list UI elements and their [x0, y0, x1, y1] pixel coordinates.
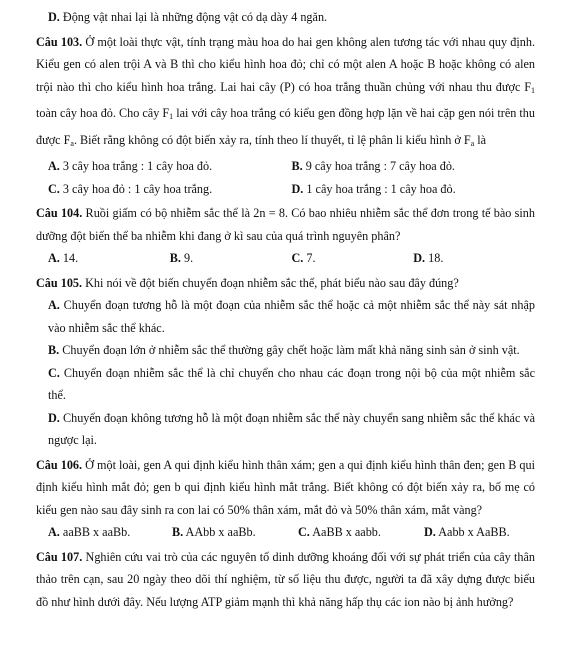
question-103-stem: Câu 103. Ở một loài thực vật, tính trạng màu hoa do hai gen không alen tương tác với nhau quy định. Kiểu gen có alen trội A và B thì cho kiểu hình hoa đỏ; chỉ có một alen A hoặc B hoặc không có alen trội nào thì cho kiểu hình hoa trắng. Lai hai cây (P) có hoa trắng thuần chủng với nhau thu được $F_1$ toàn cây hoa đỏ. Cho cây $F_1$ lai với cây hoa trắng có kiểu gen đồng hợp lặn về hai cặp gen nói trên thu được $F_a$. Biết rằng không có đột biến xảy ra, tính theo lí thuyết, tỉ lệ phân li kiểu hình ở $F_a$ là	[36, 34, 535, 148]
question-106-stem: Câu 106. Ở một loài, gen A qui định kiểu hình thân xám; gen a qui định kiểu hình thân đen; gen B qui định kiểu hình mắt đỏ; gen b qui định kiểu hình mắt trắng. Biết không có đột biến xảy ra, bố mẹ có kiểu gen nào sau đây sinh ra con lai có 50% thân xám, mắt đỏ và 50% thân xám, mắt vàng?	[36, 457, 535, 517]
previous-option-d: D. Động vật nhai lại là những động vật có dạ dày 4 ngăn.	[48, 10, 328, 24]
question-105	[36, 272, 535, 452]
option-a: A. aaBB x aaBb.	[48, 525, 131, 539]
question-104	[36, 202, 535, 270]
option-b: B. 9 cây hoa trắng : 7 cây hoa đỏ.	[291, 159, 455, 173]
option-d: D. 1 cây hoa trắng : 1 cây hoa đỏ.	[291, 181, 456, 196]
option-c: C. 3 cây hoa đỏ : 1 cây hoa trắng.	[48, 181, 213, 196]
option-c: C. Chuyển đoạn nhiễm sắc thể là chỉ chuyển cho nhau các đoạn trong nội bộ của một nhiễm sắc thể.	[48, 365, 535, 402]
question-103-options-row-2	[36, 178, 535, 201]
option-b: B. Chuyển đoạn lớn ở nhiễm sắc thể thường gây chết hoặc làm mất khả năng sinh sản ở sinh vật.	[48, 343, 520, 357]
question-103-options-row-1	[36, 155, 535, 178]
option-d: D. Chuyển đoạn không tương hỗ là một đoạn nhiễm sắc thể này chuyển sang nhiễm sắc thể khác và ngược lại.	[48, 410, 535, 447]
option-a: A. 3 cây hoa trắng : 1 cây hoa đỏ.	[48, 159, 213, 173]
question-106	[36, 454, 535, 544]
option-d: D. Aabb x AaBB.	[424, 525, 510, 539]
option-b: B. AAbb x aaBb.	[172, 525, 256, 539]
question-106-options	[36, 521, 535, 544]
question-104-options	[36, 247, 535, 270]
option-c: C. AaBB x aabb.	[298, 525, 381, 539]
question-107	[36, 546, 535, 614]
option-c: C. 7.	[291, 251, 316, 265]
question-105-stem: Câu 105. Khi nói về đột biến chuyển đoạn nhiễm sắc thể, phát biểu nào sau đây đúng?	[36, 275, 459, 290]
question-104-stem: Câu 104. Ruồi giấm có bộ nhiễm sắc thể là 2n = 8. Có bao nhiêu nhiễm sắc thể đơn trong tế bào sinh dưỡng đột biến thể ba nhiễm khi đang ở kì sau của quá trình nguyên phân?	[36, 206, 535, 243]
option-b: B. 9.	[169, 251, 194, 265]
question-107-stem: Câu 107. Nghiên cứu vai trò của các nguyên tố dinh dưỡng khoáng đối với sự phát triển của cây thân thảo trên cạn, sau 20 ngày theo dõi thí nghiệm, từ số liệu thu được, người ta đã xây dựng được biểu đồ như hình dưới đây. Nếu lượng ATP giảm mạnh thì khả năng hấp thụ các ion nào bị ảnh hưởng?	[36, 549, 535, 609]
option-d: D. 18.	[413, 251, 444, 265]
option-a: A. 14.	[48, 251, 79, 265]
question-103	[36, 31, 535, 201]
option-a: A. Chuyển đoạn tương hỗ là một đoạn của nhiễm sắc thể hoặc cả một nhiễm sắc thể này sát nhập vào nhiễm sắc thể khác.	[48, 298, 535, 335]
